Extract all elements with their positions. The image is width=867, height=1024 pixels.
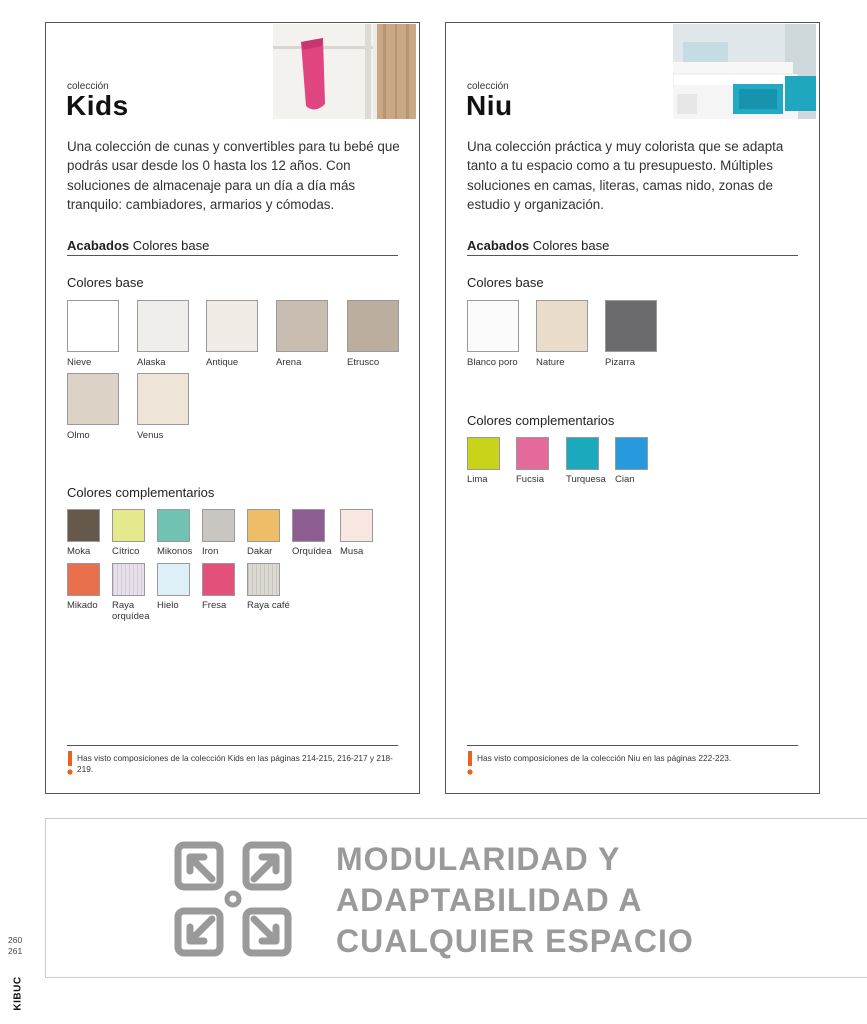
niu-pre-title: colección <box>467 81 509 92</box>
brand-text: KIBUC <box>12 976 24 1011</box>
exclamation-icon <box>66 751 74 777</box>
niu-base-heading: Colores base <box>467 275 544 290</box>
banner-headline <box>336 839 694 962</box>
kids-pre-title: colección <box>67 81 109 92</box>
kids-title: Kids <box>66 90 129 121</box>
banner-line-3: CUALQUIER ESPACIO <box>336 923 694 959</box>
expand-arrows-icon <box>174 841 292 957</box>
niu-photo <box>673 24 816 119</box>
banner-line-1: MODULARIDAD Y <box>336 841 621 877</box>
kids-base-heading: Colores base <box>67 275 144 290</box>
kids-acabados-bold: Acabados <box>67 238 130 253</box>
kids-footnote-rule <box>67 745 398 746</box>
kids-comp-heading: Colores complementarios <box>67 485 215 500</box>
page-number-left: 260 <box>8 935 23 945</box>
niu-comp-heading: Colores complementarios <box>467 413 615 428</box>
kids-description: Una colección de cunas y convertibles para tu bebé que podrás usar desde los 0 hasta los 12 años. Con soluciones de almacenaje para un día a día más tranquilo: cambiadores, armarios y cómodas. <box>67 139 400 212</box>
niu-title: Niu <box>466 90 513 121</box>
kids-acabados-rest: Colores base <box>132 238 210 253</box>
niu-acabados-bold: Acabados <box>467 238 530 253</box>
banner-line-2: ADAPTABILIDAD A <box>336 882 643 918</box>
niu-collection-card: colección Niu Una colección práctica y muy colorista que se adapta tanto a tu espacio como a tu presupuesto. Múltiples soluciones en camas, literas, camas nido, zonas de estudio y organización. Acabados Colores base Colores base Blanco poro Nature Pizarra Colores complementarios Lima Fucsia Turquesa Cian Has visto composiciones de la colección Niu en las páginas 222-223. <box>445 22 820 794</box>
brand-logo <box>3 976 33 1011</box>
kids-photo <box>273 24 416 119</box>
niu-footnote: Has visto composiciones de la colección Niu en las páginas 222-223. <box>477 753 732 763</box>
page-number-right: 261 <box>8 946 23 956</box>
kids-footnote: Has visto composiciones de la colección Kids en las páginas 214-215, 216-217 y 218-219. <box>77 753 393 774</box>
niu-footnote-rule <box>467 745 798 746</box>
niu-acabados-rest: Colores base <box>532 238 610 253</box>
kids-acabados-heading <box>67 238 398 256</box>
exclamation-icon <box>466 751 474 777</box>
page-numbers <box>8 935 22 957</box>
kids-collection-card: colección Kids Una colección de cunas y convertibles para tu bebé que podrás usar desde los 0 hasta los 12 años. Con soluciones de almacenaje para un día a día más tranquilo: cambiadores, armarios y cómodas. Acabados Colores base Colores base Nieve Alaska Antique Arena Etrusco Olmo Venus Colores complementarios Moka Cítrico Mikonos Iron Dakar Orquídea Musa Mikado Raya orquídea Hielo Fresa Raya café Has visto composiciones de la colección Kids en las páginas 214-215, 216-217 y 218-219. <box>45 22 420 794</box>
niu-acabados-heading <box>467 238 798 256</box>
niu-description: Una colección práctica y muy colorista que se adapta tanto a tu espacio como a tu presupuesto. Múltiples soluciones en camas, literas, camas nido, zonas de estudio y organización. <box>467 139 784 212</box>
modularity-banner <box>45 818 867 978</box>
